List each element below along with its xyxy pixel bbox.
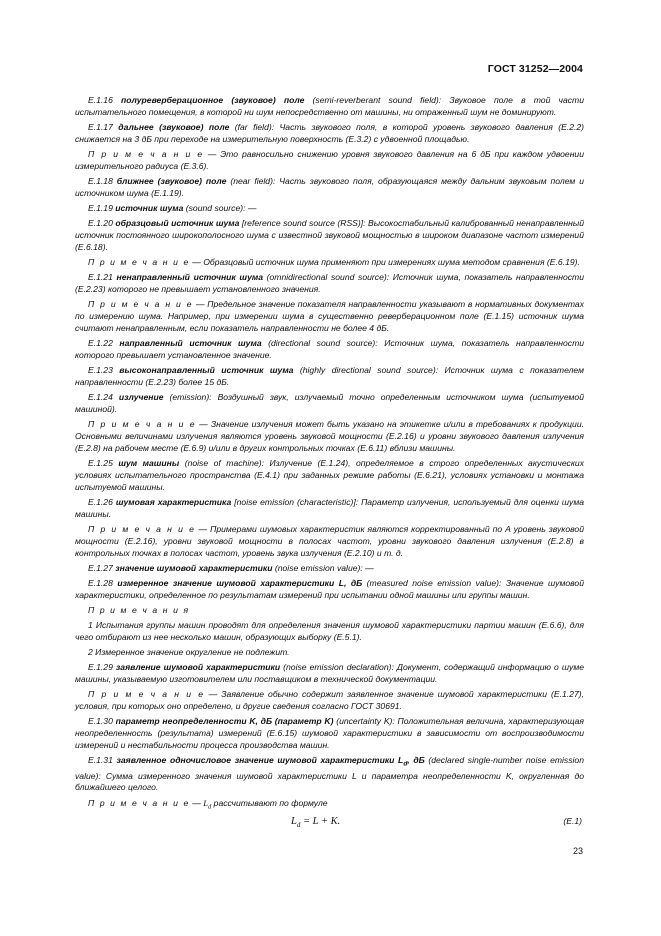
clause-number: E.1.31 — [88, 754, 113, 765]
formula-lhs-subscript: d — [296, 821, 301, 830]
paragraph-text: (measured noise emission value): Значение шумовой характеристики, определенное по результатам измерений при испытании одной машины или группы машин. — [75, 577, 584, 600]
paragraph-text: — Образцовый источник шума применяют при измерениях шума методом сравнения (E.6.19). — [189, 257, 580, 267]
paragraph-p2 — [75, 122, 584, 146]
term: образцовый источник шума — [115, 218, 240, 229]
standard-header: ГОСТ 31252—2004 — [487, 63, 583, 75]
paragraph-text: 2 Измеренное значение округление не подлежит. — [88, 646, 290, 657]
paragraph-p18 — [75, 578, 584, 602]
paragraph-text: — Значение излучения может быть указано на этикетке и/или в требованиях к продукции. Основными величинами излучения являются уровень звуковой мощности (E.2.16) и уровни звукового давления излучения (E.2.8) на рабочем месте (E.6.9) и/или в других контрольных точках (E.6.11) вблизи машины. — [75, 419, 584, 453]
paragraph-text: рассчитывают по формуле — [211, 797, 328, 808]
note-label: П р и м е ч а н и е — [88, 689, 205, 699]
paragraph-p11 — [75, 365, 584, 389]
clause-number: E.1.20 — [88, 218, 113, 229]
paragraph-p5 — [75, 203, 584, 215]
paragraph-text: 1 Испытания группы машин проводят для определения значения шумовой характеристики партии машин (E.6.6), для чего отбирают из нее несколько машин, образующих выборку (E.5.1). — [75, 619, 584, 642]
term-subscript: d — [403, 760, 408, 768]
paragraph-p20 — [75, 620, 584, 644]
paragraph-text: (semi-reverberant sound field): Звуковое поле в той части испытательного помещения, в которой ни шум непосредственно от машины, ни отраженный шум не доминируют. — [75, 95, 584, 117]
paragraph-p21 — [75, 647, 584, 659]
clause-number: E.1.16 — [88, 95, 113, 105]
note-label: П р и м е ч а н и е — [88, 523, 196, 534]
paragraph-text: (sound source): — — [183, 203, 257, 213]
term: направленный источник шума — [119, 338, 262, 348]
term-suffix: , дБ — [407, 754, 425, 765]
term: дальнее (звуковое) поле — [118, 122, 230, 132]
paragraph-text: (uncertainty K): Положительная величина, характеризующая неопределенность (результата) измерений (E.6.15) шумовой характеристики в зависимости от воспроизводимости измерений и нестабильности процесса производства машин. — [75, 716, 584, 750]
term: ненаправленный источник шума — [116, 272, 263, 283]
clause-number: E.1.26 — [88, 496, 113, 507]
paragraph-text: (declared single-number noise emission value): Сумма измеренного значения шумовой характеристики L и параметра неопределенности K, округленная до ближайшего целого. — [75, 754, 584, 793]
clause-number: E.1.23 — [88, 365, 113, 375]
term: шум машины — [118, 457, 180, 468]
note-label: П р и м е ч а н и е — [88, 149, 204, 159]
paragraph-text: — Примерами шумовых характеристик являются корректированный по A уровень звуковой мощности (E.2.16), уровни звуковой мощности в полосах частот, уровни звукового давления излучения (E.2.8) в контрольных точках в полосах частот, уровень звука излучения (E.2.10) и т. д. — [75, 523, 584, 558]
paragraph-p14 — [75, 458, 584, 494]
paragraph-p3 — [75, 149, 584, 173]
document-body — [75, 95, 584, 832]
clause-number: E.1.28 — [88, 577, 113, 588]
paragraph-p7 — [75, 257, 584, 269]
paragraph-text: — Это равносильно снижению уровня звукового давления на 6 дБ при каждом удвоении измерительного радиуса (E.3.6). — [75, 149, 584, 171]
paragraph-p23 — [75, 689, 584, 713]
paragraph-text: — Предельное значение показателя направленности указывают в нормативных документах по измерению шума. Например, при измерении шума в существенно реверберационном поле (E.1.15) источник шума считают ненаправленным, если показатель направленности не более 4 дБ. — [75, 299, 584, 333]
paragraph-p8 — [75, 272, 584, 296]
term: параметр неопределенности K, дБ (параметр K) — [115, 716, 334, 726]
note-label: П р и м е ч а н и е — [88, 419, 197, 429]
clause-number: E.1.22 — [88, 338, 113, 348]
formula-expression — [291, 816, 340, 832]
paragraph-text: — Заявление обычно содержит заявленное значение шумовой характеристики (E.1.27), условия, при которых оно определено, и другие сведения согласно ГОСТ 30691. — [75, 689, 584, 711]
clause-number: E.1.17 — [88, 122, 113, 132]
paragraph-p17 — [75, 563, 584, 575]
paragraph-p15 — [75, 497, 584, 521]
term: заявленное одночисловое значение шумовой характеристики L — [116, 754, 404, 765]
variable: L — [203, 797, 209, 808]
paragraph-text: [reference sound source (RSS)]: Высокостабильный калиброванный ненаправленный источник постоянного широкополосного шума с известной звуковой мощностью в широком диапазоне частот измерений (E.6.18). — [75, 218, 584, 252]
paragraph-p1 — [75, 95, 584, 119]
paragraph-p10 — [75, 338, 584, 362]
paragraph-text: (noise emission value): — — [272, 562, 374, 573]
paragraph-p16 — [75, 524, 584, 560]
paragraph-text: (emission): Воздушный звук, излучаемый точно определенным источником шума (испытуемой машиной). — [75, 392, 584, 414]
term: высоконаправленный источник шума — [119, 365, 294, 375]
paragraph-p22 — [75, 662, 584, 686]
clause-number: E.1.27 — [88, 562, 113, 573]
paragraph-text: (omnidirectional sound source): Источник шума, показатель направленности (E.2.23) которого не превышает установленного значения. — [75, 272, 584, 294]
page-number: 23 — [572, 846, 583, 856]
clause-number: E.1.29 — [88, 662, 113, 672]
clause-number: E.1.30 — [88, 716, 113, 726]
paragraph-p13 — [75, 419, 584, 455]
clause-number: E.1.21 — [88, 272, 113, 283]
formula-number: (E.1) — [563, 816, 582, 827]
note-label: П р и м е ч а н и е — [88, 797, 190, 808]
paragraph-text: (directional sound source): Источник шума, показатель направленности которого превышает установленное значение. — [75, 338, 585, 360]
paragraph-p6 — [75, 218, 584, 254]
term: заявление шумовой характеристики — [115, 662, 281, 672]
paragraph-p4 — [75, 176, 584, 200]
term: шумовая характеристика — [115, 496, 232, 507]
paragraph-text: (noise emission declaration): Документ, содержащий информацию о шуме машины, указываемую изготовителем или поставщиком в технической документации. — [75, 662, 584, 684]
paragraph-p9 — [75, 299, 584, 335]
clause-number: E.1.25 — [88, 457, 113, 468]
term: полуреверберационное (звуковое) поле — [121, 95, 305, 105]
paragraph-text: [noise emission (characteristic)]: Параметр излучения, используемый для оценки шума машины. — [75, 496, 584, 519]
clause-number: E.1.24 — [88, 392, 113, 402]
paragraph-p12 — [75, 392, 584, 416]
term: источник шума — [115, 203, 184, 213]
note-label: П р и м е ч а н и е — [88, 299, 194, 310]
paragraph-p24 — [75, 716, 584, 752]
term: ближнее (звуковое) поле — [116, 176, 227, 186]
paragraph-p25 — [75, 755, 584, 794]
clause-number: E.1.19 — [88, 203, 113, 213]
variable-subscript: d — [208, 803, 212, 811]
term: измеренное значение шумовой характеристики L, дБ — [117, 577, 363, 588]
formula-e1 — [75, 816, 584, 832]
paragraph-text: (highly directional sound source): Источник шума с показателем направленности (E.2.23) более 15 дБ. — [75, 365, 584, 387]
formula-rhs: = L + K. — [300, 816, 341, 828]
formula-lhs: L — [291, 816, 297, 828]
text-dash: — — [189, 797, 204, 808]
paragraph-text: (near field): Часть звукового поля, образующаяся между дальним звуковым полем и источником шума (E.1.19). — [75, 176, 585, 198]
term: значение шумовой характеристики — [115, 562, 273, 573]
term: излучение — [118, 392, 164, 402]
paragraph-p19 — [75, 605, 584, 617]
paragraph-text: (far field): Часть звукового поля, в которой уровень звукового давления (E.2.2) снижается на 3 дБ при переходе на измерительную поверхность (E.3.2) с удвоенной площадью. — [75, 122, 585, 144]
clause-number: E.1.18 — [88, 176, 113, 186]
paragraph-p26 — [75, 798, 584, 814]
note-label: П р и м е ч а н и е — [88, 257, 190, 267]
paragraph-text: (noise of machine): Излучение (E.1.24), определяемое в строго определенных акустических условиях испытательного пространства (E.4.1) при заданных режиме работы (E.6.21), условиях установки и монтажа испытуемой машины. — [75, 457, 584, 492]
note-label: П р и м е ч а н и я — [88, 604, 190, 615]
